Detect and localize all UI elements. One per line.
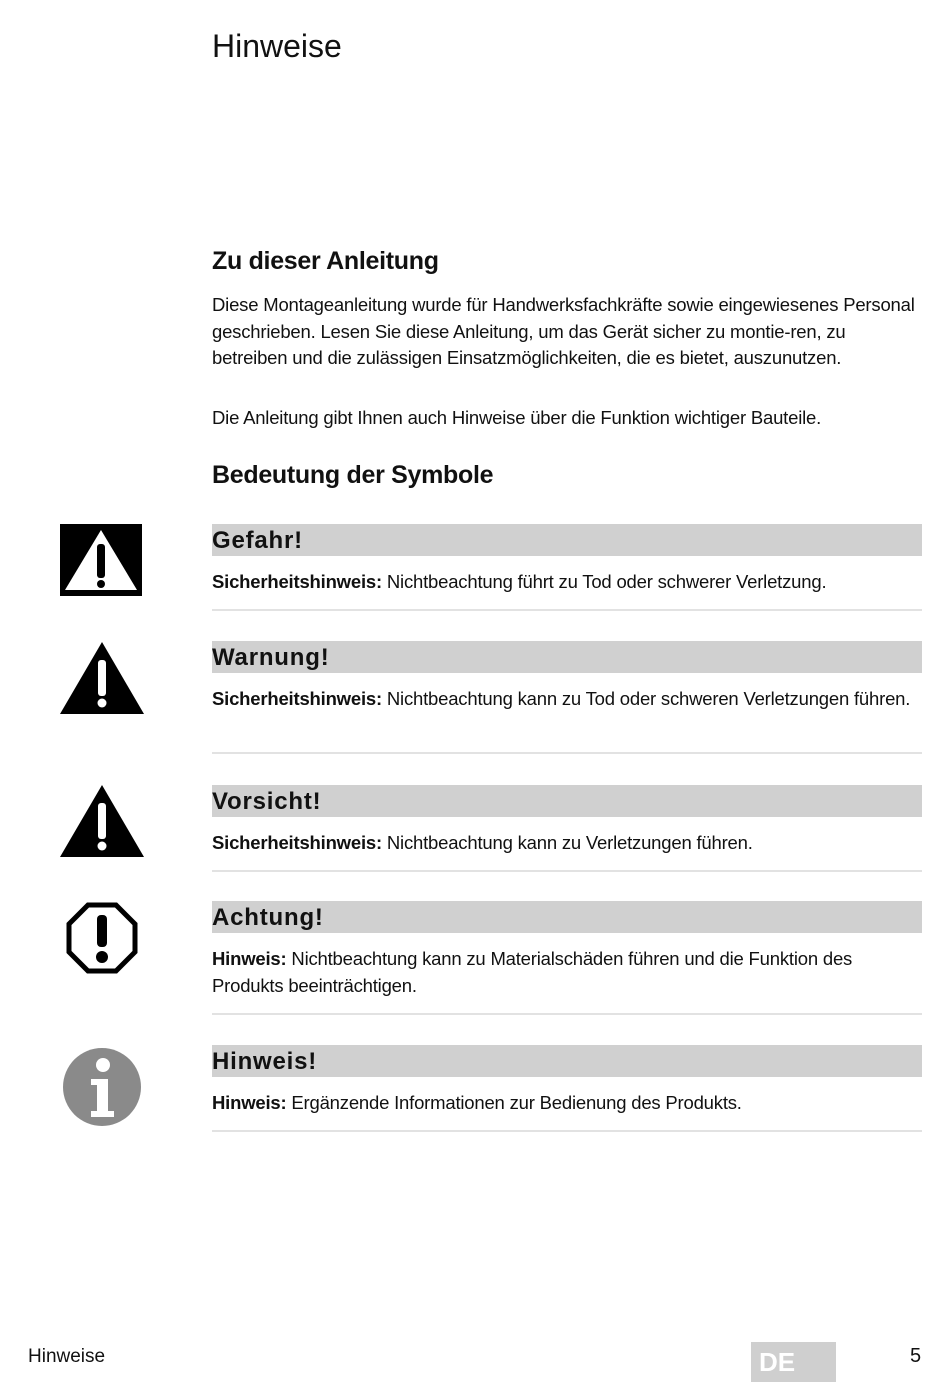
symbol-label: Hinweis: <box>212 1092 287 1113</box>
page-title: Hinweise <box>212 28 342 64</box>
footer-section-title: Hinweise <box>28 1346 106 1367</box>
divider <box>212 1013 922 1015</box>
symbol-title: Gefahr! <box>212 524 922 556</box>
symbol-text: Nichtbeachtung kann zu Tod oder schweren Verletzungen führen. <box>381 688 911 709</box>
symbol-text: Nichtbeachtung kann zu Verletzungen führen. <box>381 832 753 853</box>
warning-triangle-icon <box>60 642 144 714</box>
divider <box>212 752 922 754</box>
attention-octagon-icon <box>66 902 138 974</box>
intro-paragraph: Die Anleitung gibt Ihnen auch Hinweise über die Funktion wichtiger Bauteile. <box>212 407 822 428</box>
symbol-title: Achtung! <box>212 901 922 933</box>
info-circle-icon <box>62 1047 142 1127</box>
symbol-text: Nichtbeachtung führt zu Tod oder schwerer Verletzung. <box>381 571 827 592</box>
caution-triangle-icon <box>60 785 144 857</box>
intro-paragraph: Diese Montageanleitung wurde für Handwerksfachkräfte sowie eingewiesenes Personal geschrieben. Lesen Sie diese Anleitung, um das Gerät sicher zu montie-ren, zu betreiben und die zulässigen Einsatzmöglichkeiten, die es bietet, auszunutzen. <box>212 294 915 368</box>
symbol-title: Vorsicht! <box>212 785 922 817</box>
section-heading-symbols: Bedeutung der Symbole <box>212 461 494 489</box>
language-badge: DE <box>751 1342 836 1382</box>
symbol-description <box>212 569 922 596</box>
danger-triangle-boxed-icon <box>60 524 142 596</box>
divider <box>212 1130 922 1132</box>
symbol-description <box>212 1090 922 1117</box>
page-number: 5 <box>910 1345 922 1367</box>
symbol-label: Sicherheitshinweis: <box>212 688 382 709</box>
symbol-description <box>212 946 922 999</box>
symbol-label: Sicherheitshinweis: <box>212 832 382 853</box>
symbol-label: Sicherheitshinweis: <box>212 571 382 592</box>
divider <box>212 609 922 611</box>
symbol-title: Warnung! <box>212 641 922 673</box>
section-heading-about: Zu dieser Anleitung <box>212 247 439 275</box>
symbol-title: Hinweis! <box>212 1045 922 1077</box>
symbol-description <box>212 686 922 713</box>
symbol-text: Nichtbeachtung kann zu Materialschäden führen und die Funktion des Produkts beeinträchtigen. <box>212 948 853 996</box>
symbol-label: Hinweis: <box>212 948 287 969</box>
symbol-text: Ergänzende Informationen zur Bedienung des Produkts. <box>286 1092 742 1113</box>
divider <box>212 870 922 872</box>
symbol-description <box>212 830 922 857</box>
